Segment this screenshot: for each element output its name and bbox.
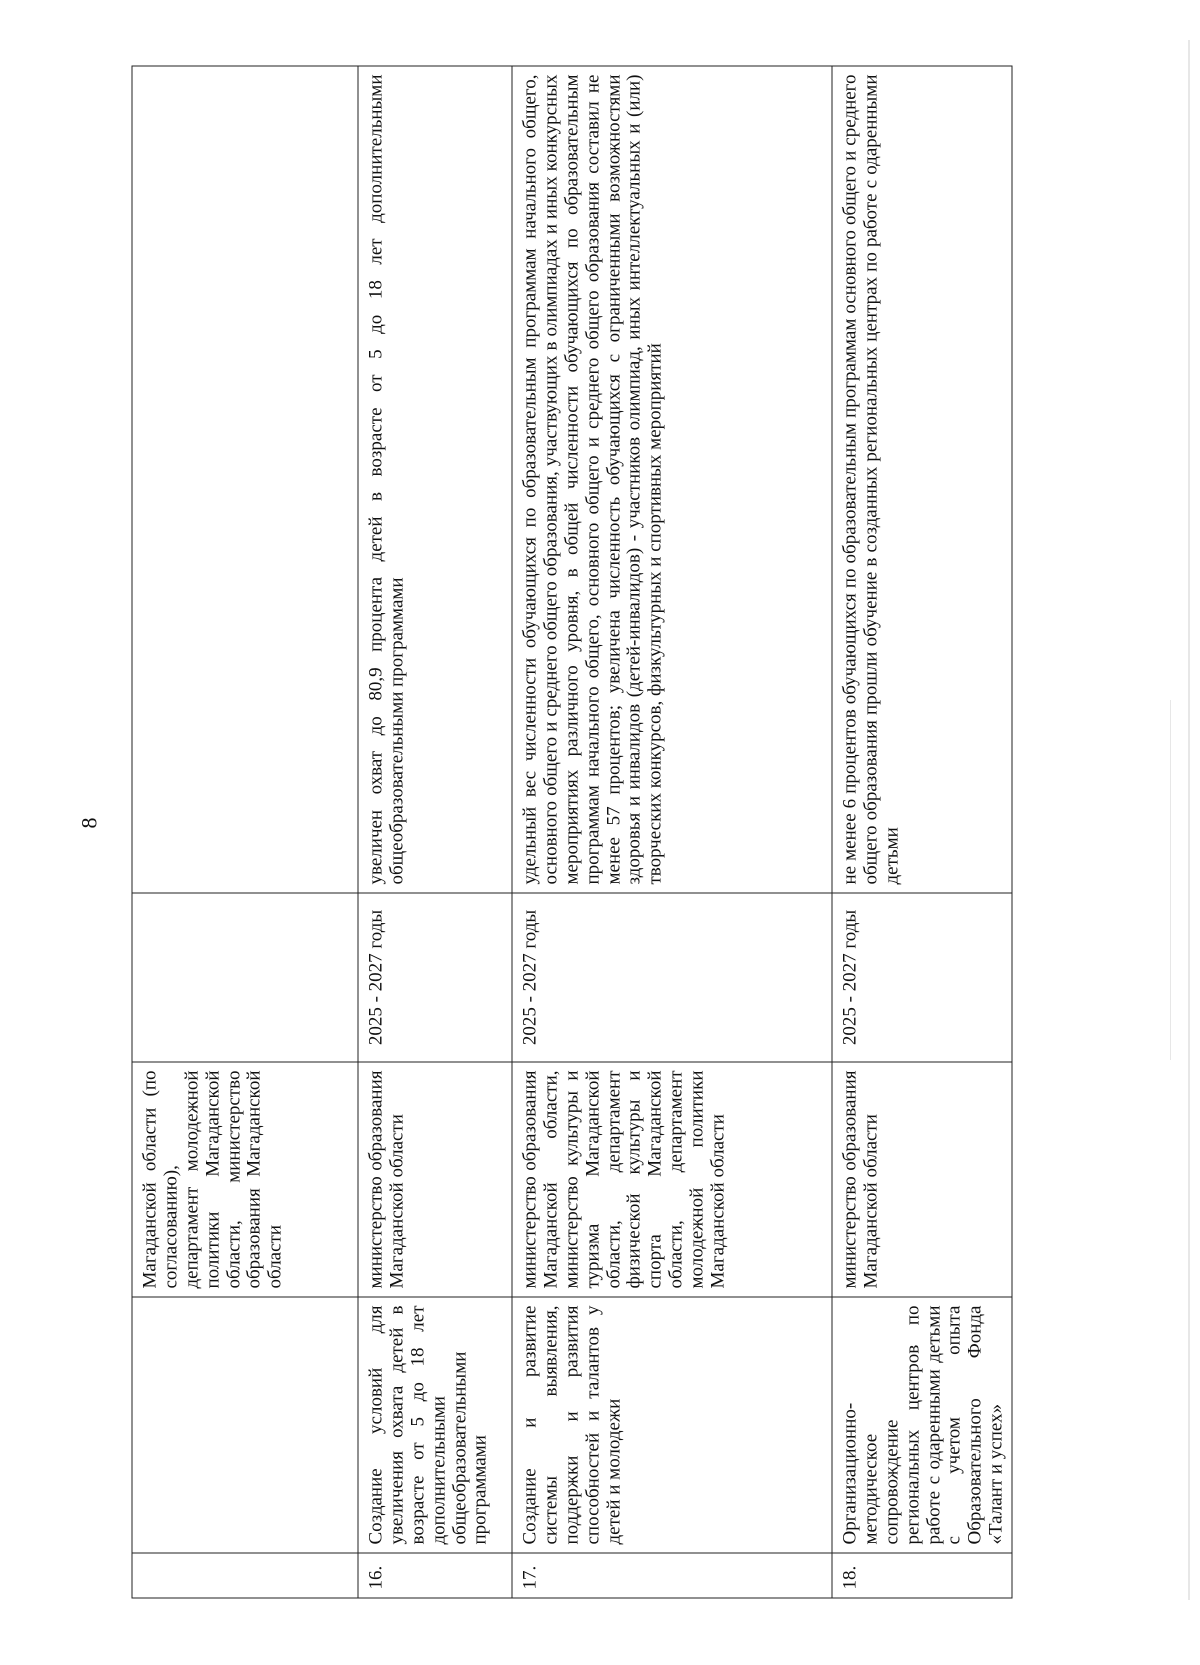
result-cell (132, 66, 358, 893)
row-number: 16. (358, 1553, 512, 1598)
executor-cell: министерство образования Магаданской области (832, 1062, 1012, 1297)
executor-cell: министерство образования Магаданской области, министерство культуры и туризма Магаданской области, департамент физической культуры и спорта Магаданской области, департамент молодежной политики Магаданской области (512, 1062, 832, 1297)
activity-cell: Создание и развитие системы выявления, поддержки и развития способностей и талантов у детей и молодежи (512, 1297, 832, 1553)
activity-cell (132, 1297, 358, 1553)
table-row (358, 66, 512, 1598)
term-cell: 2025 - 2027 годы (512, 893, 832, 1062)
table-row (132, 66, 358, 1598)
table-row (832, 66, 1012, 1598)
term-cell: 2025 - 2027 годы (358, 893, 512, 1062)
document-table-rotated (132, 67, 1007, 1599)
executor-cell: министерство образования Магаданской области (358, 1062, 512, 1297)
term-cell: 2025 - 2027 годы (832, 893, 1012, 1062)
table-row (512, 66, 832, 1598)
result-cell: не менее 6 процентов обучающихся по образовательным программам основного общего и среднего общего образования прошли обучение в созданных региональных центрах по работе с одаренными детьми (832, 66, 1012, 893)
result-cell: увеличен охват до 80,9 процента детей в возрасте от 5 до 18 лет дополнительными общеобразовательными программами (358, 66, 512, 893)
row-number (132, 1553, 358, 1598)
activity-cell: Создание условий для увеличения охвата детей в возрасте от 5 до 18 лет дополнительными общеобразовательными программами (358, 1297, 512, 1553)
scan-artifact (1170, 700, 1171, 1060)
result-cell: удельный вес численности обучающихся по образовательным программам начального общего, основного общего и среднего общего образования, участвующих в олимпиадах и иных конкурсных мероприятиях различного уровня, в общей численности обучающихся по образовательным программам начального общего, основного общего и среднего общего образования составил не менее 57 процентов; увеличена численность обучающихся с ограниченными возможностями здоровья и инвалидов (детей-инвалидов) - участников олимпиад, иных интеллектуальных и (или) творческих конкурсов, физкультурных и спортивных мероприятий (512, 66, 832, 893)
activity-cell: Организационно-методическое сопровождение региональных центров по работе с одаренными детьми с учетом опыта Образовательного Фонда «Талант и успех» (832, 1297, 1012, 1553)
row-number: 17. (512, 1553, 832, 1598)
page-number: 8 (76, 817, 102, 829)
scan-artifact (1188, 40, 1190, 1600)
measures-table (132, 66, 1013, 1599)
term-cell (132, 893, 358, 1062)
executor-cell: Магаданской области (по согласованию), департамент молодежной политики Магаданской области, министерство образования Магаданской области (132, 1062, 358, 1297)
row-number: 18. (832, 1553, 1012, 1598)
